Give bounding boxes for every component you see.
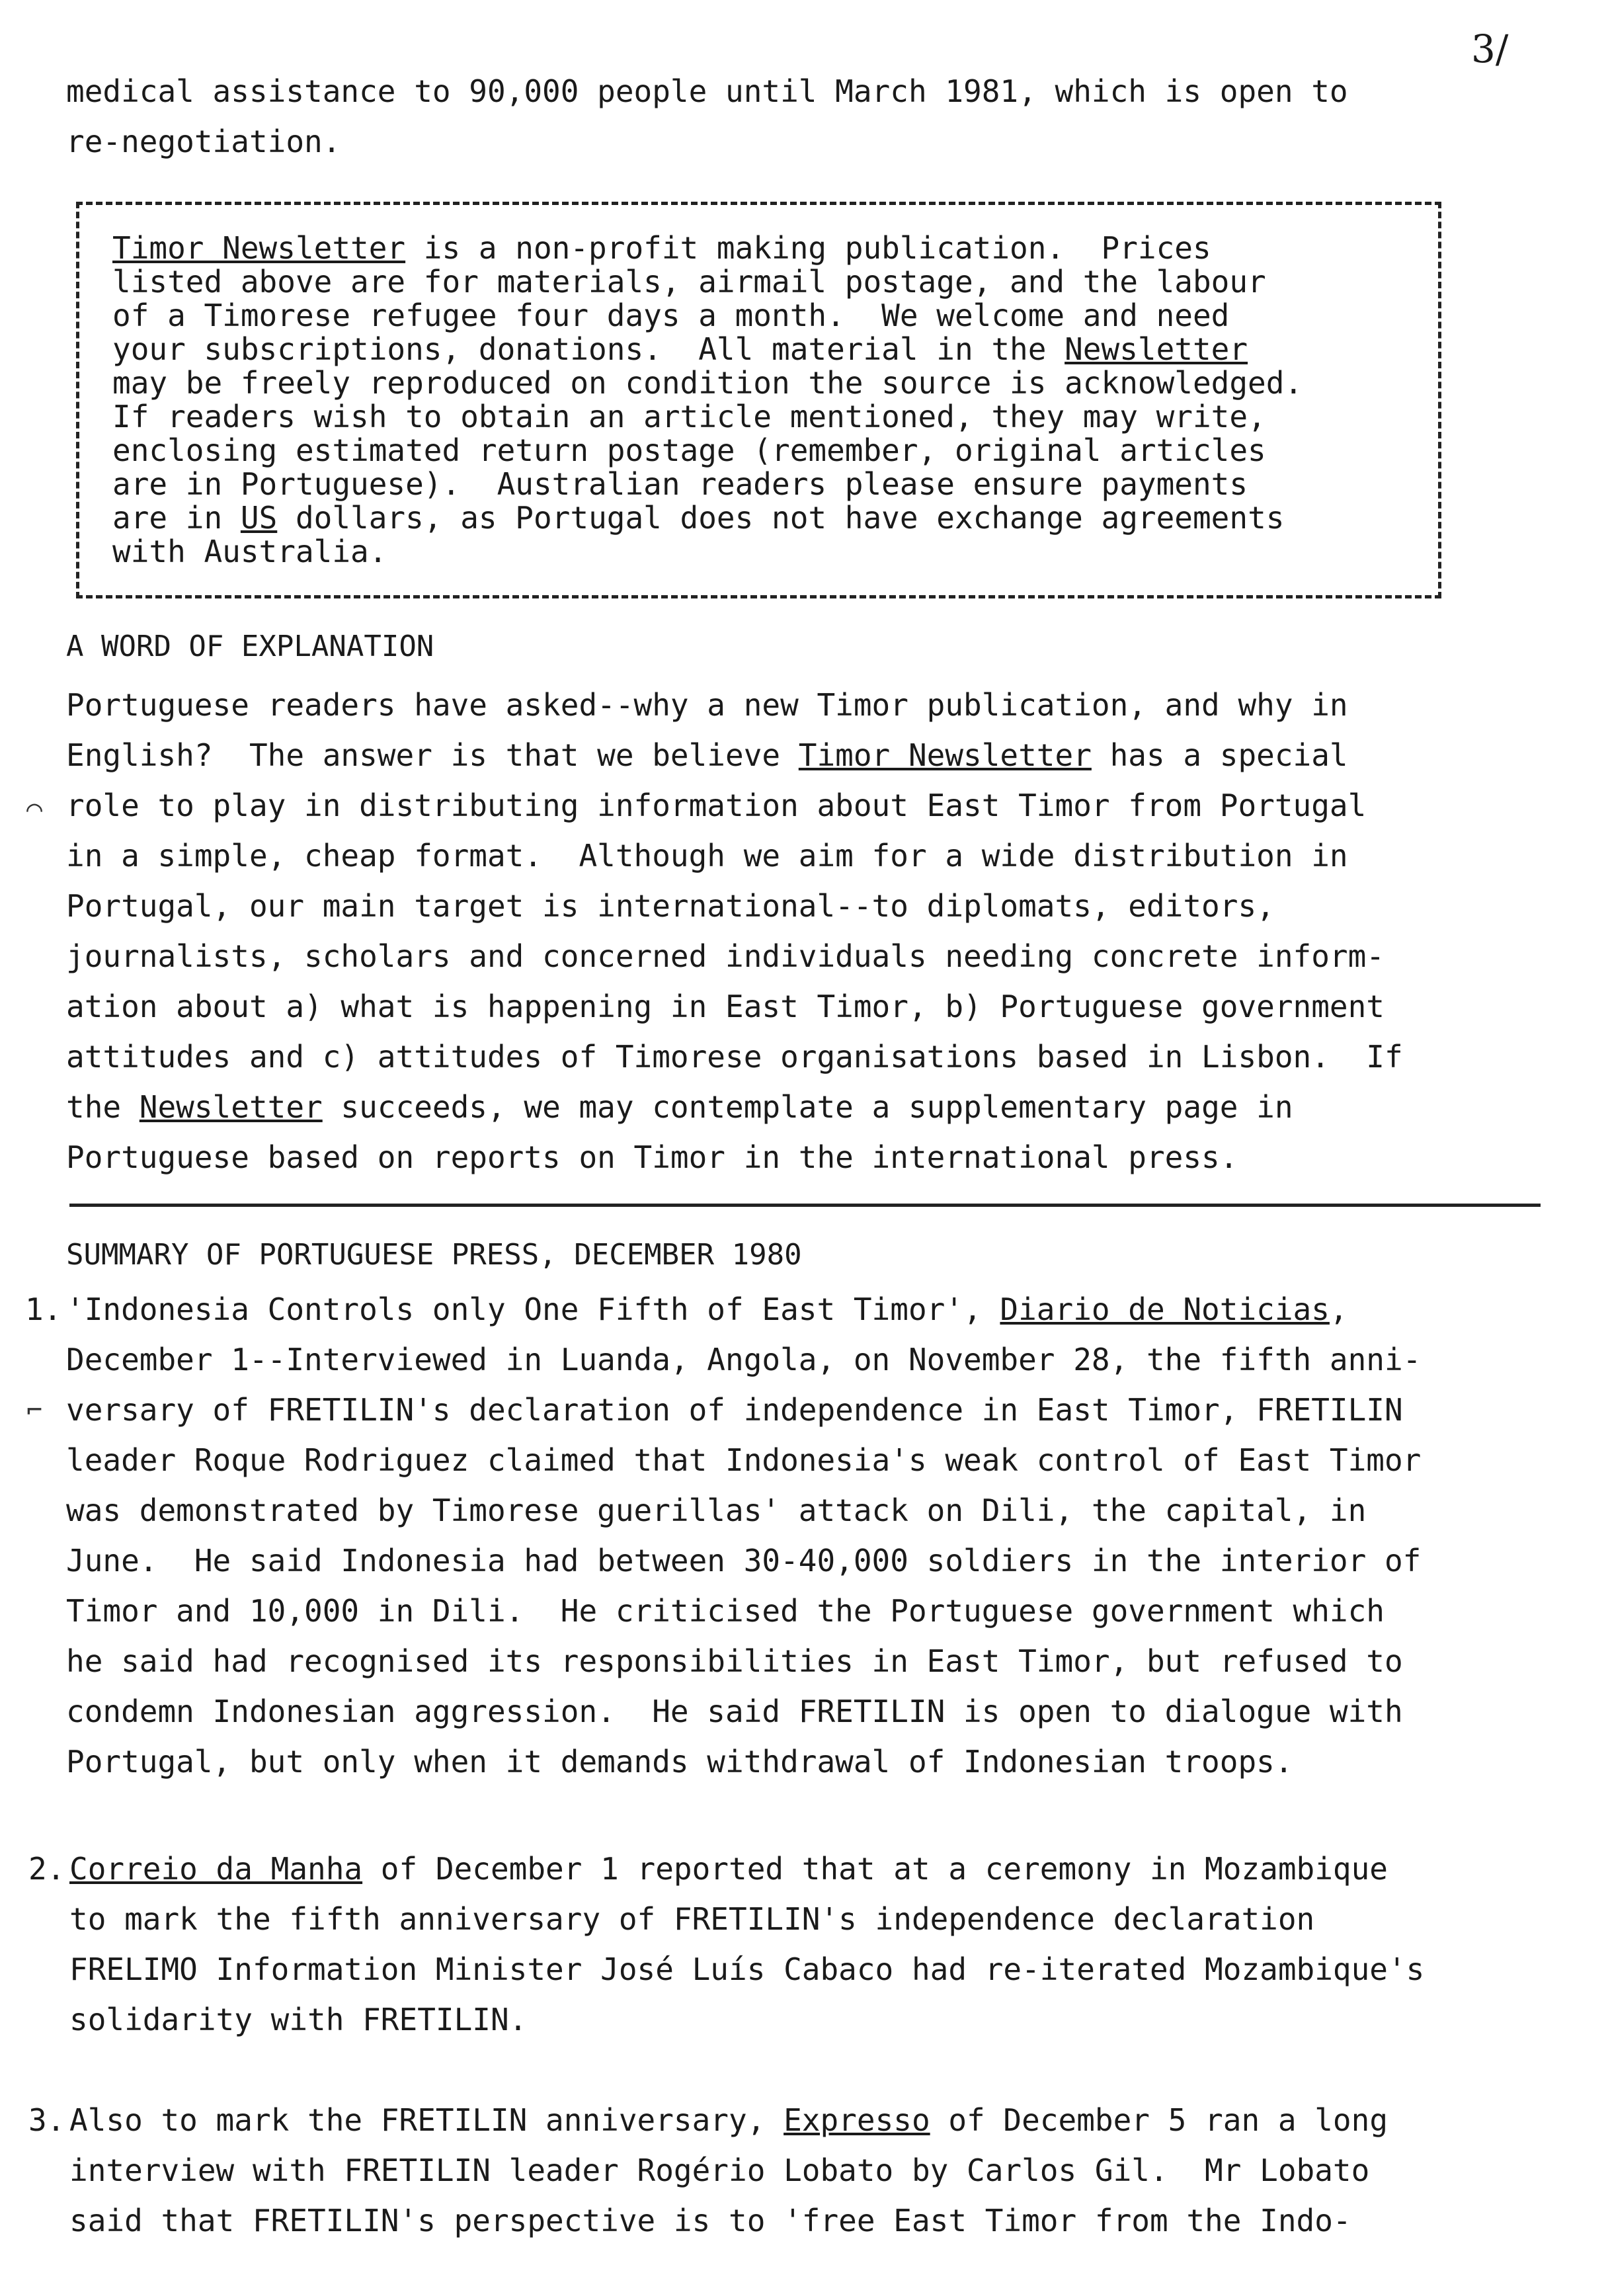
section-heading-summary: SUMMARY OF PORTUGUESE PRESS, DECEMBER 1980 xyxy=(66,1238,802,1272)
text-line: ation about a) what is happening in East Timor, b) Portuguese government xyxy=(66,989,1385,1024)
text-line: said that FRETILIN's perspective is to 'free East Timor from the Indo- xyxy=(69,2203,1351,2238)
item-number: 3. xyxy=(28,2102,65,2138)
text-line: of a Timorese refugee four days a month. We welcome and need xyxy=(112,298,1230,333)
text-line: re-negotiation. xyxy=(66,124,341,159)
text-line: Timor Newsletter is a non-profit making publication. Prices xyxy=(112,230,1211,266)
summary-item-1 xyxy=(25,1284,1422,1787)
text-line: in a simple, cheap format. Although we aim for a wide distribution in xyxy=(66,838,1348,874)
text-line: interview with FRETILIN leader Rogério Lobato by Carlos Gil. Mr Lobato xyxy=(69,2152,1370,2188)
text-line: Also to mark the FRETILIN anniversary, Expresso of December 5 ran a long xyxy=(69,2102,1388,2138)
text-line: Portugal, our main target is international--to diplomats, editors, xyxy=(66,888,1275,924)
text-line: 'Indonesia Controls only One Fifth of East Timor', Diario de Noticias, xyxy=(66,1292,1348,1327)
item-number: 2. xyxy=(28,1851,65,1887)
text-line: FRELIMO Information Minister José Luís Cabaco had re-iterated Mozambique's xyxy=(69,1951,1425,1987)
page-number: 3/ xyxy=(1471,26,1509,71)
text-line: Portuguese based on reports on Timor in the international press. xyxy=(66,1139,1238,1175)
text-line: attitudes and c) attitudes of Timorese organisations based in Lisbon. If xyxy=(66,1039,1403,1075)
text-line: December 1--Interviewed in Luanda, Angola, on November 28, the fifth anni- xyxy=(66,1342,1422,1377)
notice-box xyxy=(76,202,1441,598)
text-line: role to play in distributing information about East Timor from Portugal xyxy=(66,788,1367,823)
explanation-paragraph xyxy=(66,680,1403,1182)
text-line: journalists, scholars and concerned individuals needing concrete inform- xyxy=(66,938,1385,974)
text-line: English? The answer is that we believe Timor Newsletter has a special xyxy=(66,737,1348,773)
intro-paragraph xyxy=(66,66,1348,167)
margin-mark: ⌒ xyxy=(26,794,43,824)
text-line: are in Portuguese). Australian readers please ensure payments xyxy=(112,466,1248,502)
text-line: with Australia. xyxy=(112,534,387,569)
text-line: June. He said Indonesia had between 30-40,000 soldiers in the interior of xyxy=(66,1543,1422,1578)
margin-mark: ⌐ xyxy=(26,1395,43,1426)
text-line: solidarity with FRETILIN. xyxy=(69,2002,528,2037)
text-line: may be freely reproduced on condition the source is acknowledged. xyxy=(112,365,1303,401)
text-line: Timor and 10,000 in Dili. He criticised the Portuguese government which xyxy=(66,1593,1385,1629)
text-line: Portugal, but only when it demands withdrawal of Indonesian troops. xyxy=(66,1744,1293,1780)
text-line: to mark the fifth anniversary of FRETILIN's independence declaration xyxy=(69,1901,1315,1937)
section-divider xyxy=(69,1204,1541,1207)
text-line: enclosing estimated return postage (remember, original articles xyxy=(112,432,1266,468)
text-line: are in US dollars, as Portugal does not have exchange agreements xyxy=(112,500,1285,536)
text-line: leader Roque Rodriguez claimed that Indonesia's weak control of East Timor xyxy=(66,1442,1422,1478)
item-number: 1. xyxy=(25,1292,62,1327)
text-line: Correio da Manha of December 1 reported that at a ceremony in Mozambique xyxy=(69,1851,1388,1887)
text-line: the Newsletter succeeds, we may contemplate a supplementary page in xyxy=(66,1089,1293,1125)
text-line: Portuguese readers have asked--why a new Timor publication, and why in xyxy=(66,687,1348,723)
text-line: listed above are for materials, airmail postage, and the labour xyxy=(112,264,1266,300)
section-heading-explanation: A WORD OF EXPLANATION xyxy=(66,630,434,663)
text-line: If readers wish to obtain an article mentioned, they may write, xyxy=(112,399,1266,434)
summary-item-3 xyxy=(28,2095,1388,2246)
notice-text xyxy=(112,231,1303,569)
text-line: was demonstrated by Timorese guerillas' attack on Dili, the capital, in xyxy=(66,1493,1367,1528)
text-line: versary of FRETILIN's declaration of independence in East Timor, FRETILIN xyxy=(66,1392,1403,1428)
text-line: your subscriptions, donations. All material in the Newsletter xyxy=(112,331,1248,367)
summary-item-2 xyxy=(28,1844,1425,2045)
text-line: medical assistance to 90,000 people until March 1981, which is open to xyxy=(66,73,1348,109)
text-line: he said had recognised its responsibilities in East Timor, but refused to xyxy=(66,1643,1403,1679)
text-line: condemn Indonesian aggression. He said FRETILIN is open to dialogue with xyxy=(66,1694,1403,1729)
